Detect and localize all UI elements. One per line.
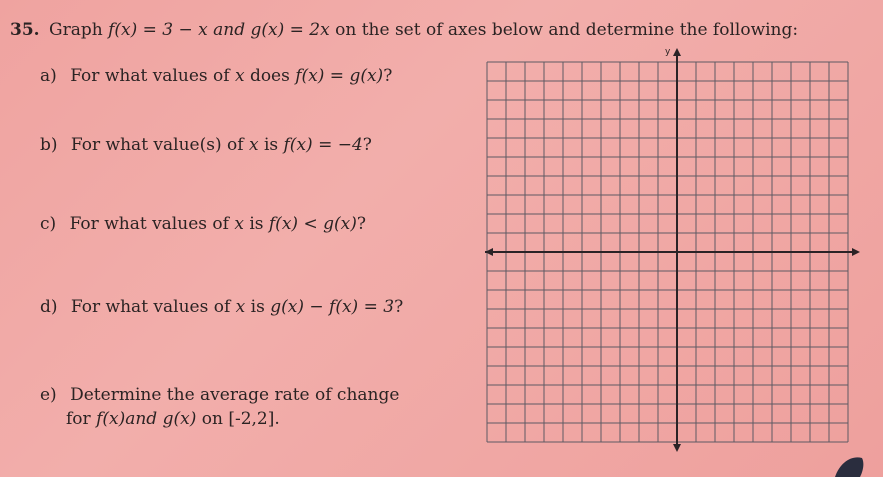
question-math: f(x) = g(x)	[295, 66, 384, 86]
coordinate-grid[interactable]	[485, 48, 880, 477]
question-on: on	[201, 409, 223, 429]
question-g: g(x)	[162, 409, 197, 429]
y-axis-label: y	[665, 48, 671, 57]
question-mark: ?	[394, 297, 404, 317]
question-mark: ?	[383, 66, 393, 86]
question-var: x	[248, 135, 259, 155]
and-word: and	[213, 20, 246, 40]
question-and: and	[125, 409, 158, 429]
question-a	[40, 66, 392, 86]
problem-title	[10, 20, 870, 40]
question-e	[40, 383, 399, 431]
grid-svg[interactable]	[485, 48, 880, 477]
question-mark: ?	[362, 135, 372, 155]
question-label: c)	[40, 214, 57, 234]
question-text-for: for	[66, 409, 91, 429]
question-var: x	[235, 297, 246, 317]
question-text-mid: is	[250, 297, 265, 317]
question-text: For what value(s) of	[70, 135, 244, 155]
x-axis-arrow-left	[485, 248, 493, 256]
question-text-mid: is	[263, 135, 279, 155]
y-axis-arrow-down	[673, 444, 681, 452]
question-text: For what values of	[70, 297, 231, 317]
question-text-mid: does	[249, 66, 290, 86]
question-var: x	[234, 214, 244, 234]
question-interval: [-2,2]	[228, 409, 275, 429]
question-label: a)	[40, 66, 57, 86]
question-d	[40, 297, 403, 317]
question-text-mid: is	[249, 214, 264, 234]
question-c	[40, 214, 366, 234]
question-b	[40, 135, 372, 155]
axes	[485, 48, 860, 452]
f-definition: f(x) = 3 − x	[108, 20, 208, 40]
question-label: d)	[40, 297, 58, 317]
question-text: For what values of	[69, 214, 229, 234]
question-label: b)	[40, 135, 58, 155]
question-math: f(x) < g(x)	[268, 214, 357, 234]
question-f: f(x)	[96, 409, 126, 429]
question-math: f(x) = −4	[283, 135, 363, 155]
question-var: x	[234, 66, 245, 86]
question-period: .	[274, 409, 280, 429]
problem-number: 35.	[10, 20, 40, 40]
g-definition: g(x) = 2x	[250, 20, 330, 40]
question-text: Determine the average rate of change	[70, 385, 400, 405]
prompt-pre: Graph	[48, 20, 103, 40]
question-text: For what values of	[70, 66, 230, 86]
prompt-post: on the set of axes below and determine the following:	[335, 20, 799, 40]
x-axis-arrow-right	[852, 248, 860, 256]
question-e-line2	[40, 407, 399, 431]
question-mark: ?	[356, 214, 366, 234]
y-axis-arrow-up	[673, 48, 681, 56]
question-math: g(x) − f(x) = 3	[270, 297, 395, 317]
question-label: e)	[40, 385, 57, 405]
